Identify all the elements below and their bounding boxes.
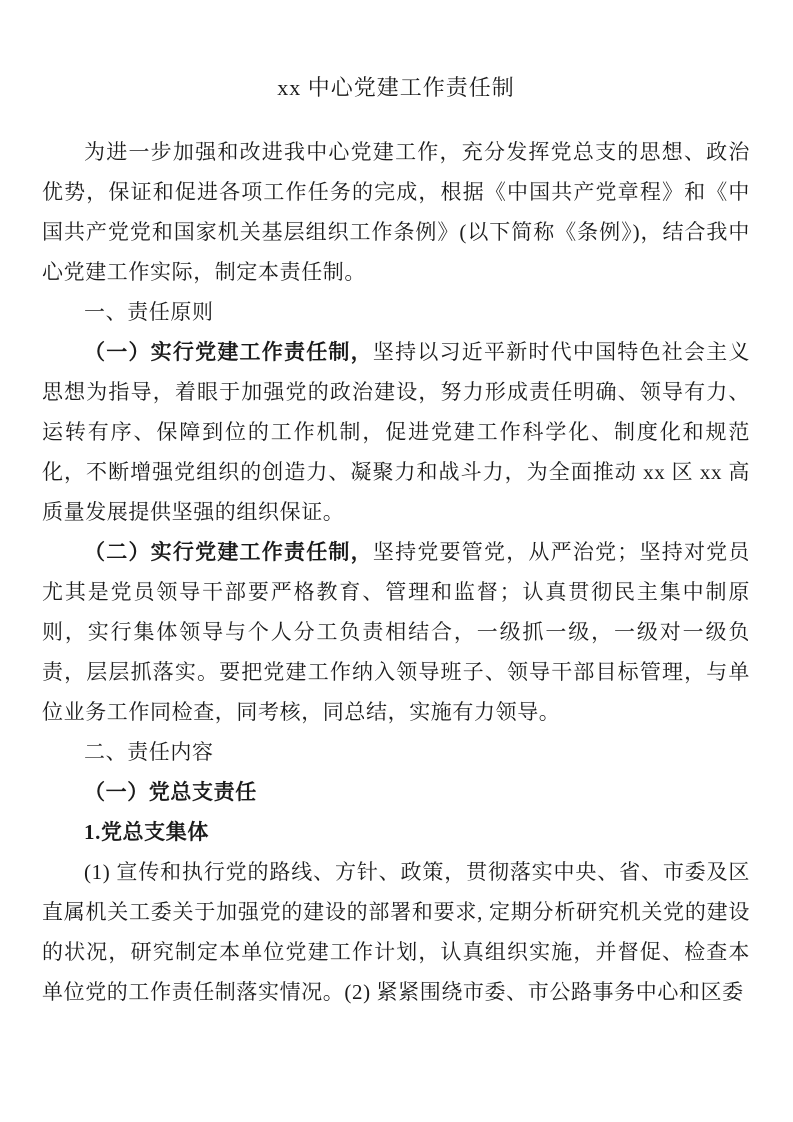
subsection-heading-text: （一）党总支责任 [84,780,257,804]
principle-paragraph-2 [42,532,750,732]
intro-paragraph-text: 为进一步加强和改进我中心党建工作，充分发挥党总支的思想、政治优势，保证和促进各项工作任务的完成，根据《中国共产党章程》和《中国共产党党和国家机关基层组织工作条例》(以下简称《条例》)，结合我中心党建工作实际，制定本责任制。 [42,140,750,284]
document-title: xx 中心党建工作责任制 [277,75,515,100]
subsection-heading-party-branch-collective [42,812,750,852]
intro-paragraph [42,132,750,292]
section-heading-responsibility-principles [42,292,750,332]
subsection-heading-text: 1.党总支集体 [84,820,209,844]
subsection-heading-party-branch-responsibility [42,772,750,812]
principle-2-bold-lead: （二）实行党建工作责任制， [84,540,373,564]
section-heading-text: 二、责任内容 [84,740,214,764]
principle-paragraph-1 [42,332,750,532]
duties-paragraph [42,852,750,1012]
section-heading-responsibility-content [42,732,750,772]
duties-paragraph-text: (1) 宣传和执行党的路线、方针、政策，贯彻落实中央、省、市委及区直属机关工委关于加强党的建设的部署和要求, 定期分析研究机关党的建设的状况，研究制定本单位党建工作计划，认真组织实施，并督促、检查本单位党的工作责任制落实情况。(2) 紧紧围绕市委、市公路事务中心和区委 [42,860,750,1004]
principle-1-text: 坚持以习近平新时代中国特色社会主义思想为指导，着眼于加强党的政治建设，努力形成责任明确、领导有力、运转有序、保障到位的工作机制，促进党建工作科学化、制度化和规范化，不断增强党组织的创造力、凝聚力和战斗力，为全面推动 xx 区 xx 高质量发展提供坚强的组织保证。 [42,340,750,524]
principle-2-text: 坚持党要管党，从严治党；坚持对党员尤其是党员领导干部要严格教育、管理和监督；认真贯彻民主集中制原则，实行集体领导与个人分工负责相结合，一级抓一级，一级对一级负责，层层抓落实。要把党建工作纳入领导班子、领导干部目标管理，与单位业务工作同检查，同考核，同总结，实施有力领导。 [42,540,750,724]
section-heading-text: 一、责任原则 [84,300,214,324]
principle-1-bold-lead: （一）实行党建工作责任制， [84,340,373,364]
